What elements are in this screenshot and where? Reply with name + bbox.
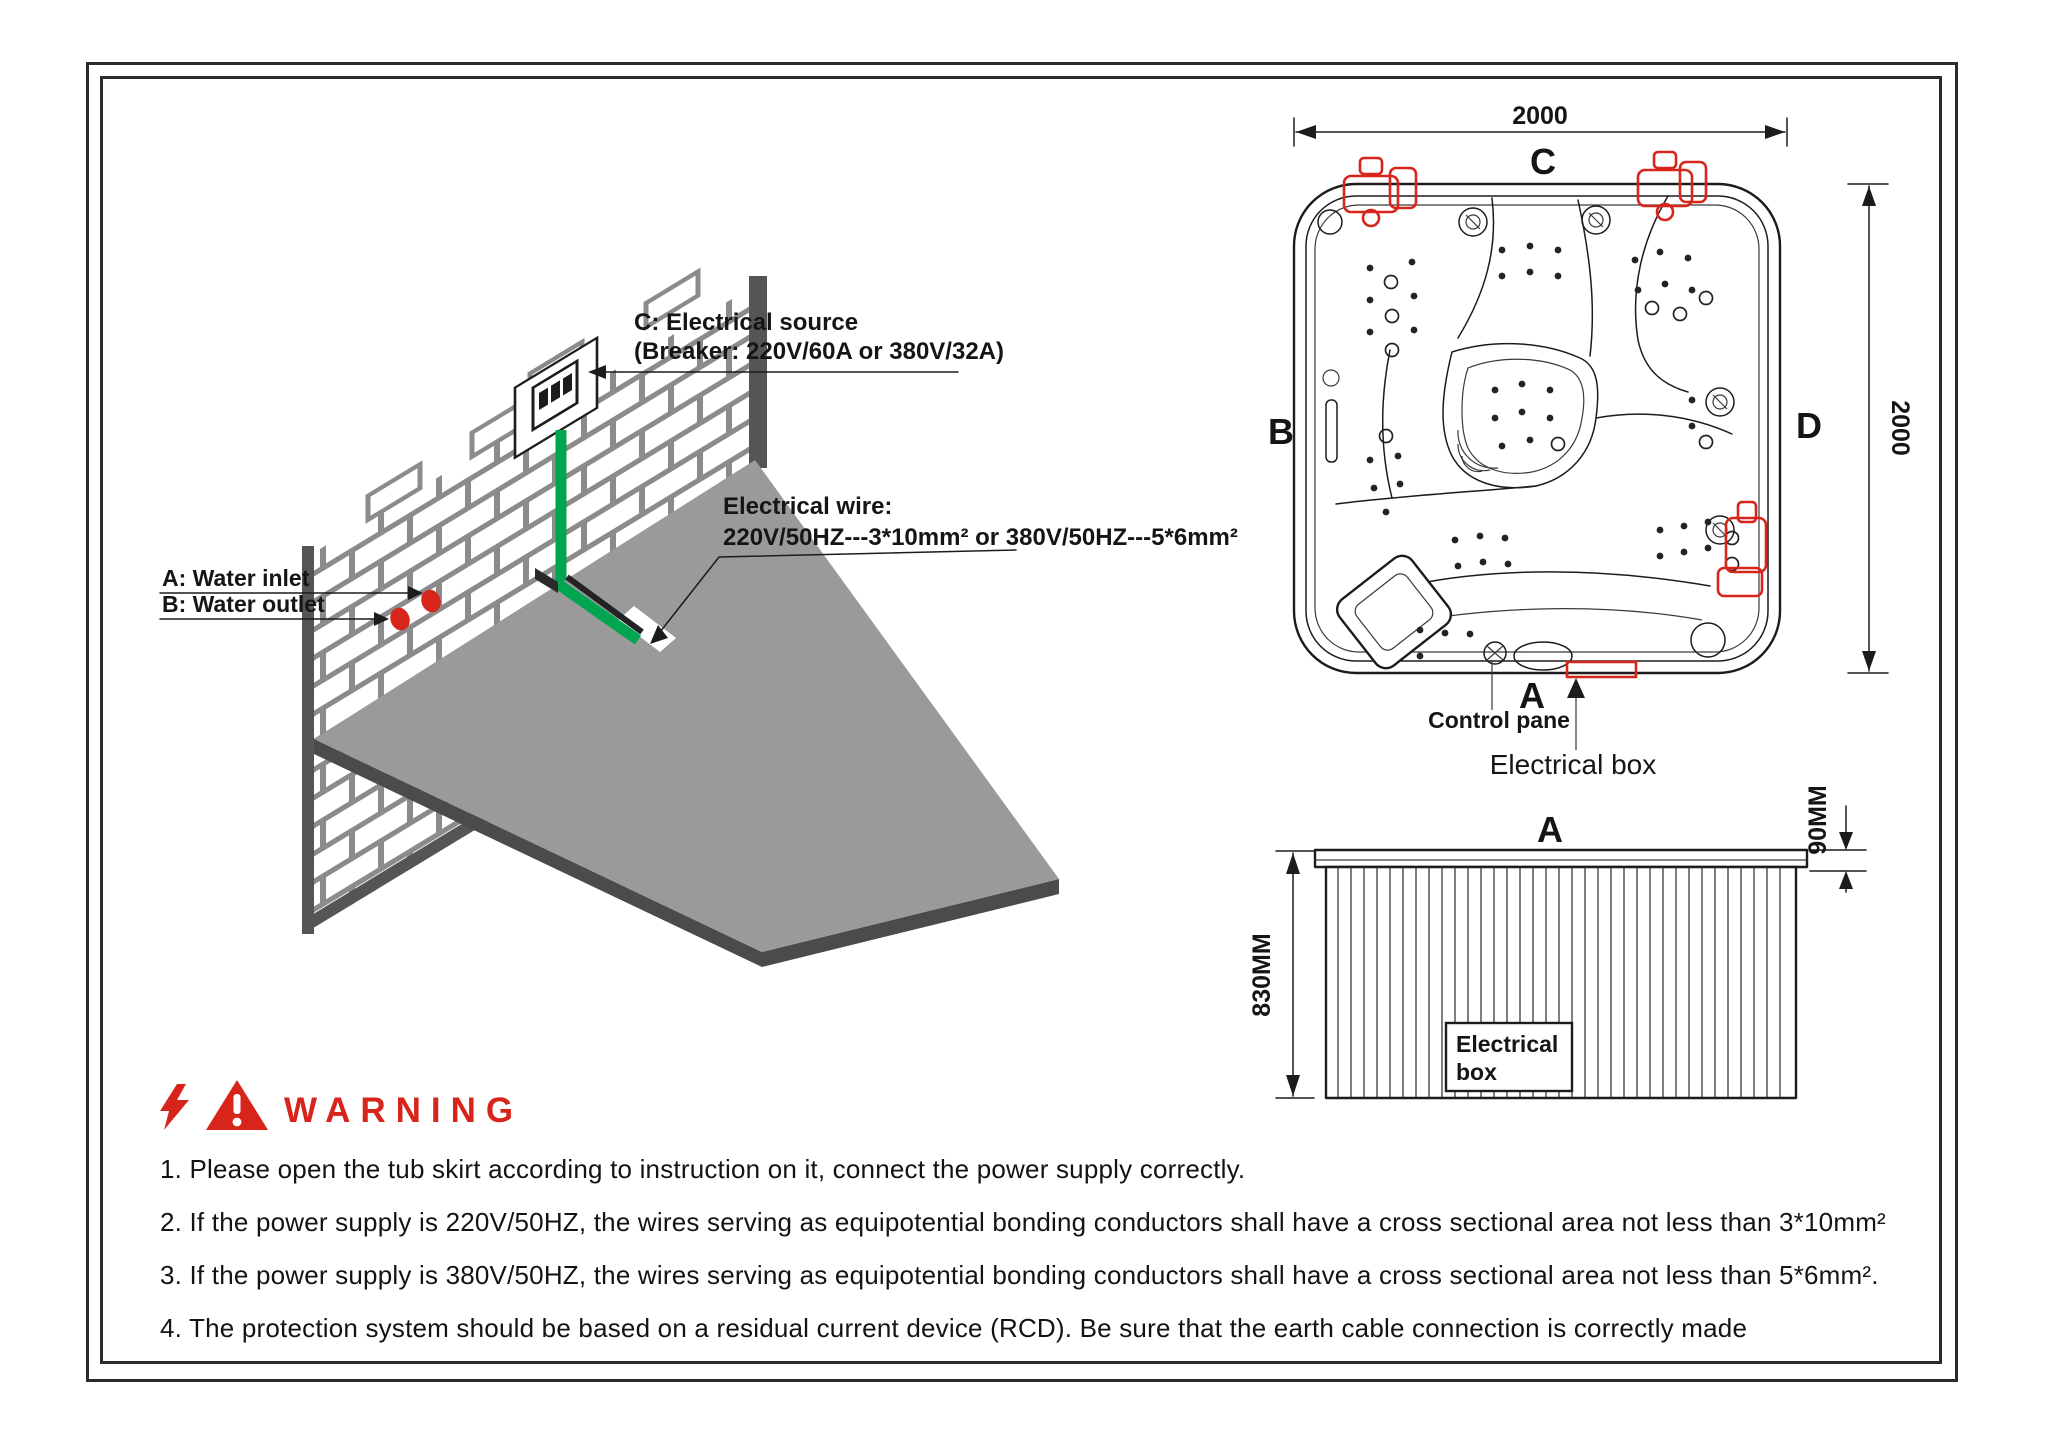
svg-text:Electrical wire:: Electrical wire: bbox=[723, 493, 893, 520]
svg-text:2000: 2000 bbox=[1512, 102, 1568, 130]
side-label-b: B bbox=[1268, 411, 1294, 452]
arrow-up-icon bbox=[1567, 678, 1585, 698]
electrical-box bbox=[1446, 1023, 1572, 1091]
svg-text:Electrical: Electrical bbox=[1456, 1031, 1559, 1057]
svg-text:90MM: 90MM bbox=[1804, 785, 1832, 855]
warning-item-1: 1. Please open the tub skirt according to instruction on it, connect the power supply correctly. bbox=[160, 1154, 1246, 1184]
rim-height-dimension bbox=[1804, 785, 1866, 892]
svg-text:220V/50HZ---3*10mm² or 380V/50: 220V/50HZ---3*10mm² or 380V/50HZ---5*6mm² bbox=[723, 524, 1238, 551]
spa-top-view bbox=[1240, 100, 1940, 820]
warning-item-3: 3. If the power supply is 380V/50HZ, the wires serving as equipotential bonding conductors shall have a cross sectional area not less than 5*6mm². bbox=[160, 1260, 1879, 1290]
side-view-label-a: A bbox=[1537, 809, 1563, 850]
height-dimension bbox=[1848, 184, 1914, 673]
svg-text:(Breaker: 220V/60A or 380V/32A: (Breaker: 220V/60A or 380V/32A) bbox=[634, 338, 1004, 365]
svg-text:2000: 2000 bbox=[1886, 400, 1914, 456]
warning-item-2: 2. If the power supply is 220V/50HZ, the wires serving as equipotential bonding conductors shall have a cross sectional area not less than 3*10mm² bbox=[160, 1207, 1886, 1237]
control-panel-label: Control pane bbox=[1428, 707, 1570, 733]
side-label-d: D bbox=[1796, 405, 1822, 446]
water-outlet-label: B: Water outlet bbox=[162, 591, 325, 617]
svg-text:box: box bbox=[1456, 1059, 1497, 1085]
skirt-height-dimension bbox=[1248, 851, 1314, 1098]
water-inlet-label: A: Water inlet bbox=[162, 565, 310, 591]
svg-text:C: Electrical source: C: Electrical source bbox=[634, 309, 859, 336]
warning-triangle-icon bbox=[206, 1080, 268, 1130]
lightning-icon bbox=[160, 1084, 190, 1130]
svg-text:830MM: 830MM bbox=[1248, 933, 1276, 1017]
warning-item-4: 4. The protection system should be based on a residual current device (RCD). Be sure that the earth cable connection is correctly made bbox=[160, 1313, 1748, 1343]
side-label-c: C bbox=[1530, 141, 1556, 182]
isometric-installation-drawing bbox=[120, 240, 1238, 1070]
side-label-a: A bbox=[1519, 675, 1545, 716]
width-dimension bbox=[1294, 102, 1787, 146]
warning-section bbox=[160, 1086, 2000, 1366]
electrical-box-label: Electrical box bbox=[1489, 749, 1657, 780]
warning-title: WARNING bbox=[284, 1091, 524, 1130]
spa-side-view bbox=[1240, 780, 1940, 1125]
